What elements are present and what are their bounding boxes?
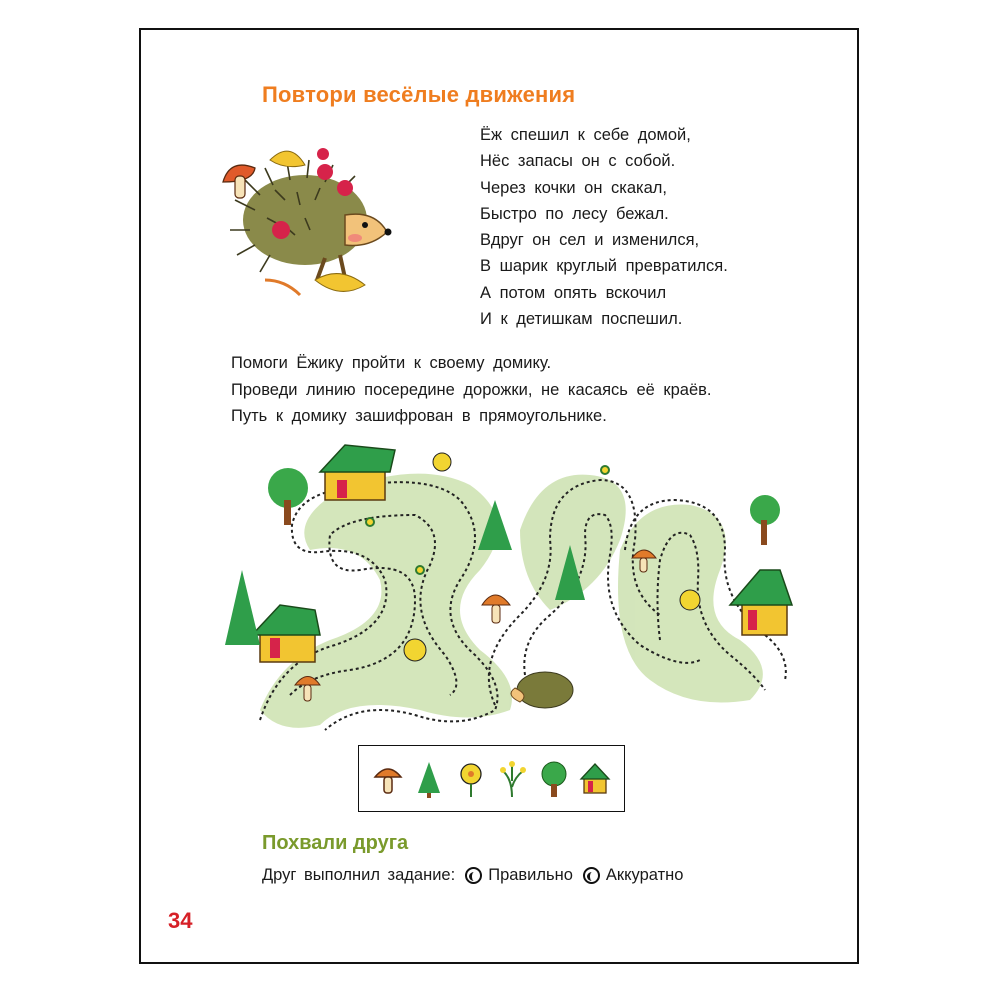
- neat-label: Аккуратно: [605, 866, 684, 884]
- cipher-box: [358, 745, 625, 812]
- tree-icon: [537, 759, 571, 799]
- correct-radio[interactable]: [465, 867, 482, 884]
- task-line: Помоги Ёжику пройти к своему домику.: [231, 354, 552, 372]
- poem-line: В шарик круглый превратился.: [480, 257, 728, 276]
- task-line: Проведи линию посередине дорожки, не касаясь её краёв.: [231, 380, 712, 399]
- house-icon: [730, 570, 792, 635]
- sprout-icon: [495, 759, 529, 799]
- poem-line: Быстро по лесу бежал.: [480, 204, 669, 223]
- praise-row: [262, 866, 683, 885]
- poem-line: Ёж спешил к себе домой,: [480, 126, 691, 144]
- page-title: Повтори весёлые движения: [262, 82, 576, 107]
- hedgehog-icon: [511, 672, 573, 708]
- house-icon: [320, 445, 395, 500]
- hedgehog-illustration: [205, 130, 420, 305]
- page-number: 34: [168, 908, 193, 933]
- maze-path[interactable]: [220, 440, 805, 740]
- fir-tree-icon: [412, 759, 446, 799]
- neat-radio[interactable]: [583, 867, 600, 884]
- task-line: Путь к домику зашифрован в прямоугольнике.: [231, 407, 607, 425]
- poem-line: Через кочки он скакал,: [480, 178, 667, 197]
- correct-label: Правильно: [488, 866, 573, 884]
- house-icon: [252, 605, 320, 662]
- task-instructions: [231, 350, 712, 430]
- poem-line: А потом опять вскочил: [480, 283, 667, 302]
- poem-line: Вдруг он сел и изменился,: [480, 231, 700, 250]
- praise-title: Похвали друга: [262, 832, 409, 854]
- poem: [480, 122, 728, 332]
- poem-line: Нёс запасы он с собой.: [480, 152, 676, 171]
- mushroom-icon: [371, 759, 405, 799]
- flower-icon: [454, 759, 488, 799]
- mushroom-icon: [223, 165, 255, 198]
- poem-line: И к детишкам поспешил.: [480, 310, 683, 329]
- praise-prompt: Друг выполнил задание:: [262, 866, 456, 884]
- hedgehog-body-icon: [230, 160, 392, 280]
- house-icon: [578, 759, 612, 799]
